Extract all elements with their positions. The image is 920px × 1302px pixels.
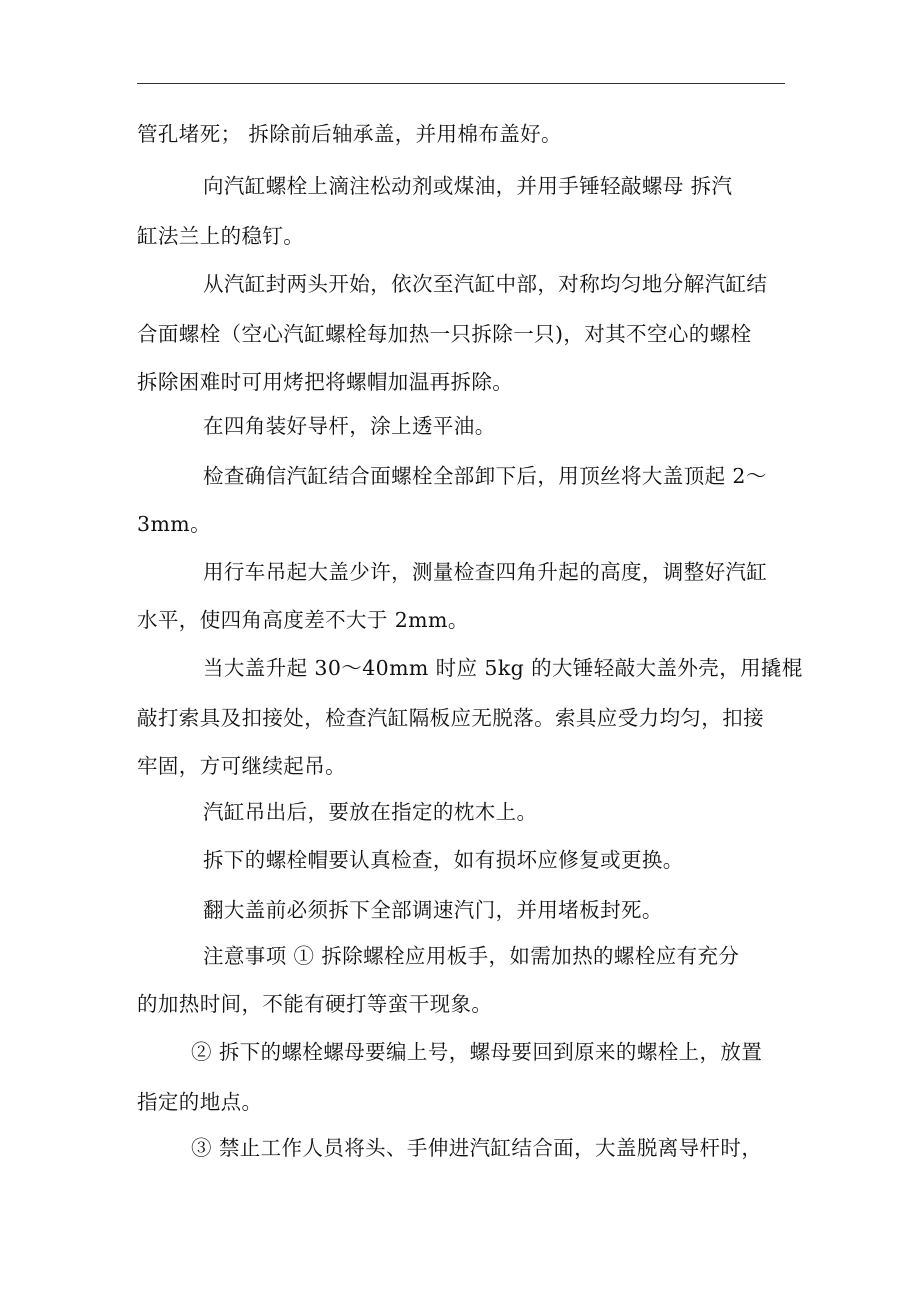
text-line: 3mm。	[137, 512, 212, 536]
text-line: 汽缸吊出后，要放在指定的枕木上。	[203, 800, 538, 824]
text-line: 拆除困难时可用烤把将螺帽加温再拆除。	[137, 370, 514, 394]
text-line: 敲打索具及扣接处，检查汽缸隔板应无脱落。索具应受力均匀，扣接	[137, 706, 764, 730]
text-line: 向汽缸螺栓上滴注松动剂或煤油，并用手锤轻敲螺母 拆汽	[203, 174, 733, 198]
text-line: 牢固，方可继续起吊。	[137, 754, 346, 778]
text-line: 的加热时间，不能有硬打等蛮干现象。	[137, 992, 493, 1016]
text-line: 指定的地点。	[137, 1090, 263, 1114]
text-line: 从汽缸封两头开始，依次至汽缸中部，对称均匀地分解汽缸结	[203, 272, 768, 296]
text-line: 用行车吊起大盖少许，测量检查四角升起的高度，调整好汽缸	[203, 560, 768, 584]
text-line: ③ 禁止工作人员将头、手伸进汽缸结合面，大盖脱离导杆时，	[191, 1136, 763, 1160]
text-line: 管孔堵死； 拆除前后轴承盖，并用棉布盖好。	[137, 122, 562, 146]
text-line: ② 拆下的螺栓螺母要编上号，螺母要回到原来的螺栓上，放置	[191, 1040, 763, 1064]
text-line: 当大盖升起 30～40mm 时应 5kg 的大锤轻敲大盖外壳，用撬棍	[203, 656, 803, 680]
text-line: 水平，使四角高度差不大于 2mm。	[137, 608, 469, 632]
text-line: 合面螺栓（空心汽缸螺栓每加热一只拆除一只)，对其不空心的螺栓	[137, 322, 752, 346]
text-line: 缸法兰上的稳钉。	[137, 224, 305, 248]
text-line: 注意事项 ① 拆除螺栓应用板手，如需加热的螺栓应有充分	[203, 944, 740, 968]
text-line: 检查确信汽缸结合面螺栓全部卸下后，用顶丝将大盖顶起 2～	[203, 464, 767, 488]
text-line: 拆下的螺栓帽要认真检查，如有损坏应修复或更换。	[203, 848, 684, 872]
text-line: 在四角装好导杆，涂上透平油。	[203, 414, 496, 438]
text-line: 翻大盖前必须拆下全部调速汽门，并用堵板封死。	[203, 898, 663, 922]
